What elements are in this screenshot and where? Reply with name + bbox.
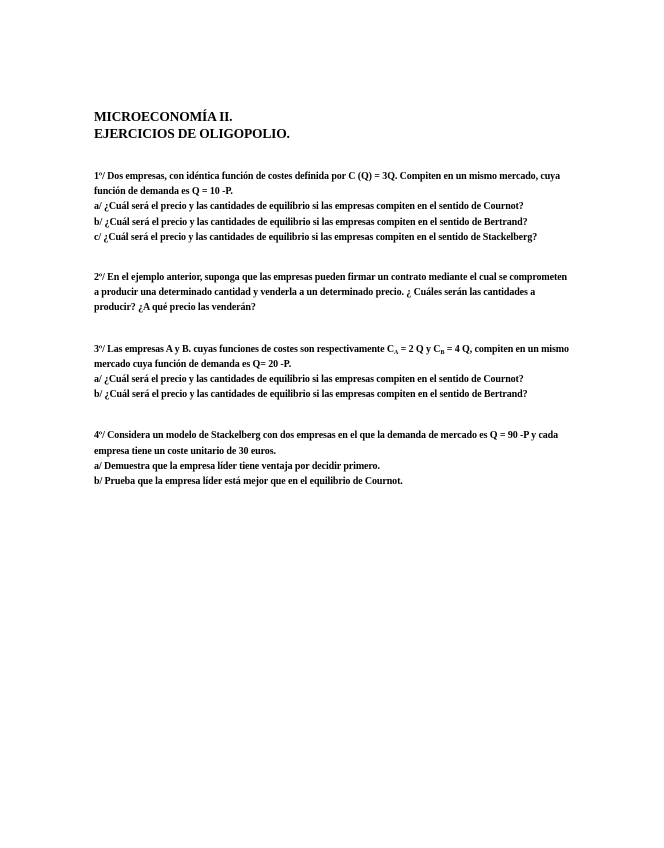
exercise-1-question-a: a/ ¿Cuál será el precio y las cantidades de equilibrio si las empresas compiten en el sentido de Cournot? (94, 201, 524, 213)
exercise-1-question-c: c/ ¿Cuál será el precio y las cantidades de equilibrio si las empresas compiten en el sentido de Stackelberg? (94, 231, 538, 243)
exercise-3-text-c: = 4 Q, compiten en un mismo mercado cuya función de demanda es Q= 20 -P. (94, 343, 569, 370)
exercise-3-question-a: a/ ¿Cuál será el precio y las cantidades de equilibrio si las empresas compiten en el sentido de Cournot? (94, 374, 524, 386)
exercise-3-text-a: 3º/ Las empresas A y B. cuyas funciones de costes son respectivamente C (94, 343, 394, 355)
exercise-3-statement (94, 342, 574, 372)
exercise-3-subscript-b: B (440, 349, 445, 356)
document-page (94, 108, 574, 489)
exercise-1-question-b: b/ ¿Cuál será el precio y las cantidades de equilibrio si las empresas compiten en el sentido de Bertrand? (94, 216, 528, 228)
exercise-4-question-a: a/ Demuestra que la empresa líder tiene ventaja por decidir primero. (94, 460, 380, 472)
exercise-2-statement: 2º/ En el ejemplo anterior, suponga que las empresas pueden firmar un contrato mediante el cual se comprometen a producir una determinado cantidad y venderla a un determinado precio. ¿ Cuáles serán las cantidades a producir? ¿A qué precio las venderán? (94, 272, 568, 314)
title-line-1: MICROECONOMÍA II. (94, 109, 233, 124)
exercise-3-question-b: b/ ¿Cuál será el precio y las cantidades de equilibrio si las empresas compiten en el sentido de Bertrand? (94, 389, 528, 401)
exercise-1-statement: 1º/ Dos empresas, con idéntica función de costes definida por C (Q) = 3Q. Compiten en un mismo mercado, cuya función de demanda es Q = 10 -P. (94, 171, 560, 198)
exercise-3-subscript-a: A (394, 349, 399, 356)
exercise-3 (94, 342, 574, 403)
exercise-4-question-b: b/ Prueba que la empresa líder está mejor que en el equilibrio de Cournot. (94, 476, 403, 488)
exercise-4-statement: 4º/ Considera un modelo de Stackelberg con dos empresas en el que la demanda de mercado es Q = 90 -P y cada empresa tiene un coste unitario de 30 euros. (94, 430, 559, 457)
exercise-2 (94, 270, 574, 316)
exercise-1 (94, 169, 574, 245)
document-title (94, 108, 574, 142)
title-line-2: EJERCICIOS DE OLIGOPOLIO. (94, 126, 290, 141)
exercise-4 (94, 428, 574, 489)
exercise-3-text-b: = 2 Q y C (398, 343, 441, 355)
